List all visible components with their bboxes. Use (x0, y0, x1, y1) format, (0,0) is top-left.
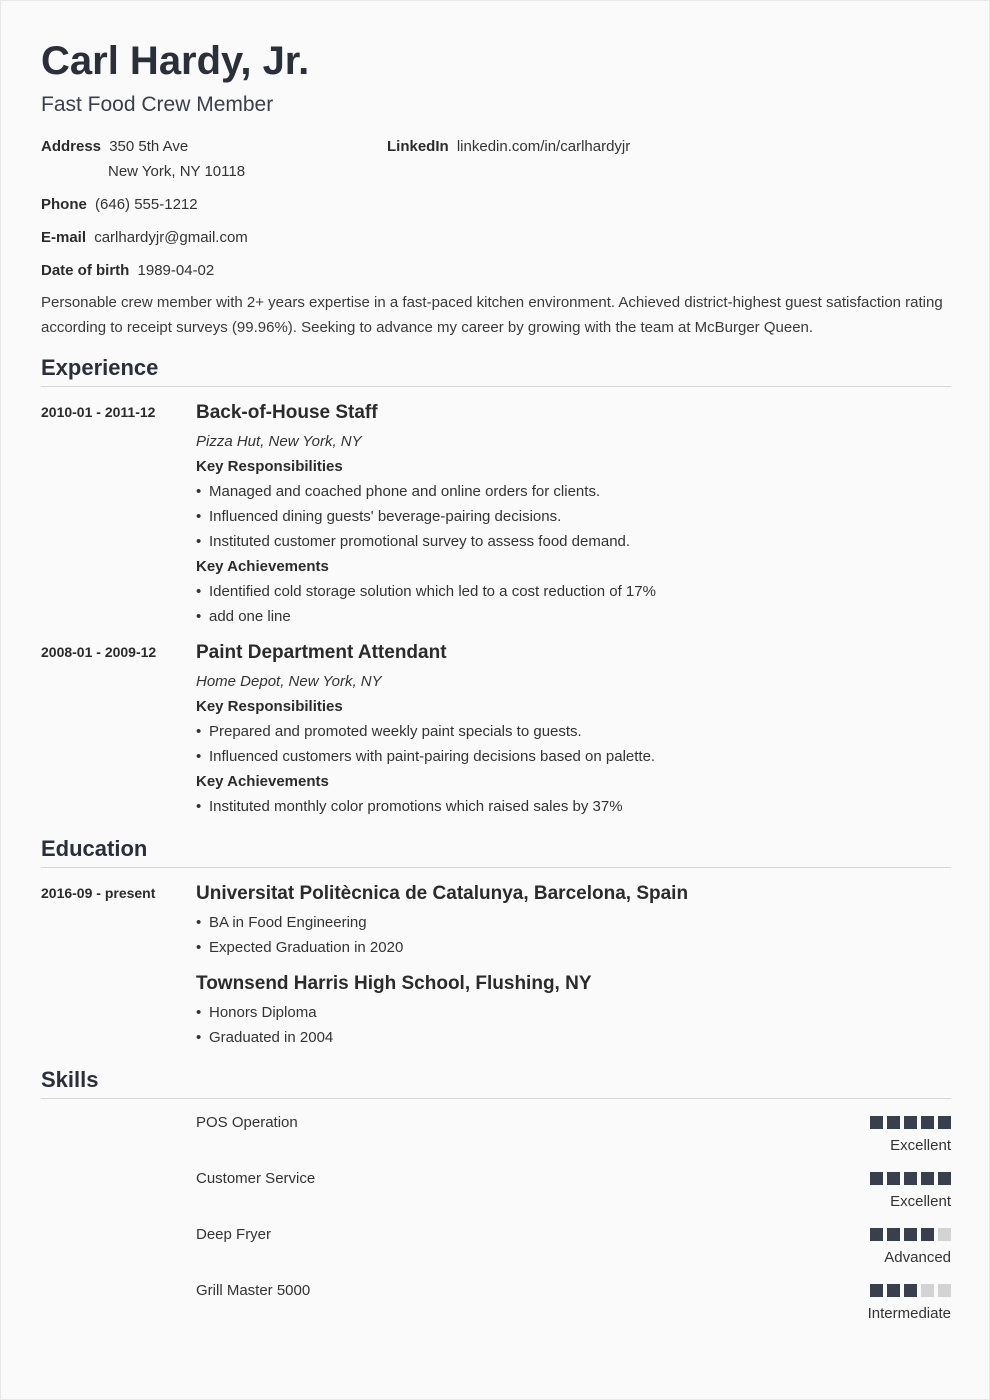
skill-row (41, 1111, 951, 1167)
achievements-heading: Key Achievements (196, 558, 329, 575)
skill-level-dot-filled (938, 1172, 951, 1185)
experience-job-title: Back-of-House Staff (196, 402, 378, 423)
skill-level-dot-filled (870, 1228, 883, 1241)
experience-section (41, 354, 951, 819)
list-item: • BA in Food Engineering (196, 910, 951, 935)
email-label: E-mail (41, 229, 87, 246)
skill-name: Deep Fryer (196, 1226, 272, 1243)
dob-item (41, 258, 214, 283)
skill-level-dot-filled (904, 1284, 917, 1297)
phone-label: Phone (41, 196, 87, 213)
skill-level-dot-filled (938, 1116, 951, 1129)
skills-list (41, 1111, 951, 1335)
skill-level-dot-filled (921, 1172, 934, 1185)
address-label: Address (41, 138, 102, 155)
education-date: 2016-09 - present (41, 885, 156, 901)
skill-meter (870, 1116, 951, 1129)
list-item: • Expected Graduation in 2020 (196, 935, 951, 960)
skill-name: Grill Master 5000 (196, 1282, 311, 1299)
linkedin-item (387, 134, 630, 159)
school-name: Universitat Politècnica de Catalunya, Barcelona, Spain (196, 883, 689, 904)
responsibilities-list (196, 479, 951, 554)
experience-entry (41, 399, 951, 629)
skill-level-dot-filled (904, 1116, 917, 1129)
experience-entry (41, 639, 951, 819)
list-item: • Honors Diploma (196, 1000, 951, 1025)
skill-level-dot-filled (887, 1228, 900, 1241)
list-item: • Managed and coached phone and online orders for clients. (196, 479, 951, 504)
skill-level-dot-filled (870, 1284, 883, 1297)
phone-item (41, 192, 198, 217)
skill-row (41, 1223, 951, 1279)
candidate-job-title: Fast Food Crew Member (41, 93, 274, 116)
address-line-2: New York, NY 10118 (108, 163, 246, 180)
skill-level-dot-empty (938, 1284, 951, 1297)
skills-heading: Skills (41, 1066, 951, 1099)
skill-level-label: Excellent (890, 1137, 951, 1154)
skill-meter (870, 1228, 951, 1241)
list-item: • Instituted monthly color promotions which raised sales by 37% (196, 794, 951, 819)
skills-section (41, 1066, 951, 1335)
education-heading: Education (41, 835, 951, 868)
skill-meter (870, 1172, 951, 1185)
list-item: • Influenced customers with paint-pairing decisions based on palette. (196, 744, 951, 769)
experience-job-title: Paint Department Attendant (196, 642, 447, 663)
skill-level-label: Excellent (890, 1193, 951, 1210)
list-item: • add one line (196, 604, 951, 629)
skill-level-dot-filled (887, 1172, 900, 1185)
responsibilities-heading: Key Responsibilities (196, 458, 343, 475)
skill-meter (870, 1284, 951, 1297)
skill-level-dot-empty (938, 1228, 951, 1241)
experience-date: 2010-01 - 2011-12 (41, 404, 156, 420)
education-entry (41, 880, 951, 960)
list-item: • Influenced dining guests' beverage-pairing decisions. (196, 504, 951, 529)
experience-date: 2008-01 - 2009-12 (41, 644, 157, 660)
list-item: • Prepared and promoted weekly paint specials to guests. (196, 719, 951, 744)
skill-name: Customer Service (196, 1170, 316, 1187)
education-section (41, 835, 951, 1050)
skill-row (41, 1279, 951, 1335)
skill-level-dot-empty (921, 1284, 934, 1297)
responsibilities-list (196, 719, 951, 769)
skill-level-dot-filled (921, 1228, 934, 1241)
dob-label: Date of birth (41, 262, 130, 279)
address-line-1: 350 5th Ave (109, 138, 189, 155)
address-item (41, 134, 188, 159)
list-item: • Identified cold storage solution which led to a cost reduction of 17% (196, 579, 951, 604)
achievements-heading: Key Achievements (196, 773, 329, 790)
responsibilities-heading: Key Responsibilities (196, 698, 343, 715)
skill-name: POS Operation (196, 1114, 298, 1131)
skill-level-label: Intermediate (867, 1305, 951, 1322)
education-details (196, 910, 951, 960)
skill-level-dot-filled (904, 1228, 917, 1241)
skill-row (41, 1167, 951, 1223)
skill-level-dot-filled (870, 1172, 883, 1185)
profile-summary: Personable crew member with 2+ years expertise in a fast-paced kitchen environment. Achieved district-highest guest satisfaction rating according to receipt surveys (99.96%). Seeking to advance my career by growing with the team at McBurger Queen. (41, 294, 943, 336)
experience-heading: Experience (41, 354, 951, 387)
school-name: Townsend Harris High School, Flushing, NY (196, 973, 592, 994)
skill-level-dot-filled (921, 1116, 934, 1129)
experience-company: Home Depot, New York, NY (196, 673, 382, 690)
skill-level-dot-filled (887, 1116, 900, 1129)
skill-level-dot-filled (887, 1284, 900, 1297)
contact-block (41, 134, 951, 284)
email-item (41, 225, 248, 250)
list-item: • Instituted customer promotional survey to assess food demand. (196, 529, 951, 554)
phone-value[interactable]: (646) 555-1212 (95, 196, 198, 213)
achievements-list (196, 794, 951, 819)
address-line-2-item (108, 159, 245, 184)
skill-level-dot-filled (870, 1116, 883, 1129)
experience-company: Pizza Hut, New York, NY (196, 433, 362, 450)
skill-level-label: Advanced (884, 1249, 951, 1266)
dob-value: 1989-04-02 (137, 262, 215, 279)
list-item: • Graduated in 2004 (196, 1025, 951, 1050)
achievements-list (196, 579, 951, 629)
candidate-name: Carl Hardy, Jr. (41, 39, 310, 83)
linkedin-link[interactable]: linkedin.com/in/carlhardyjr (456, 138, 631, 155)
linkedin-label: LinkedIn (387, 138, 449, 155)
education-details (196, 1000, 951, 1050)
email-link[interactable]: carlhardyjr@gmail.com (94, 229, 248, 246)
education-entry (41, 970, 951, 1050)
skill-level-dot-filled (904, 1172, 917, 1185)
resume-content (41, 39, 951, 1335)
